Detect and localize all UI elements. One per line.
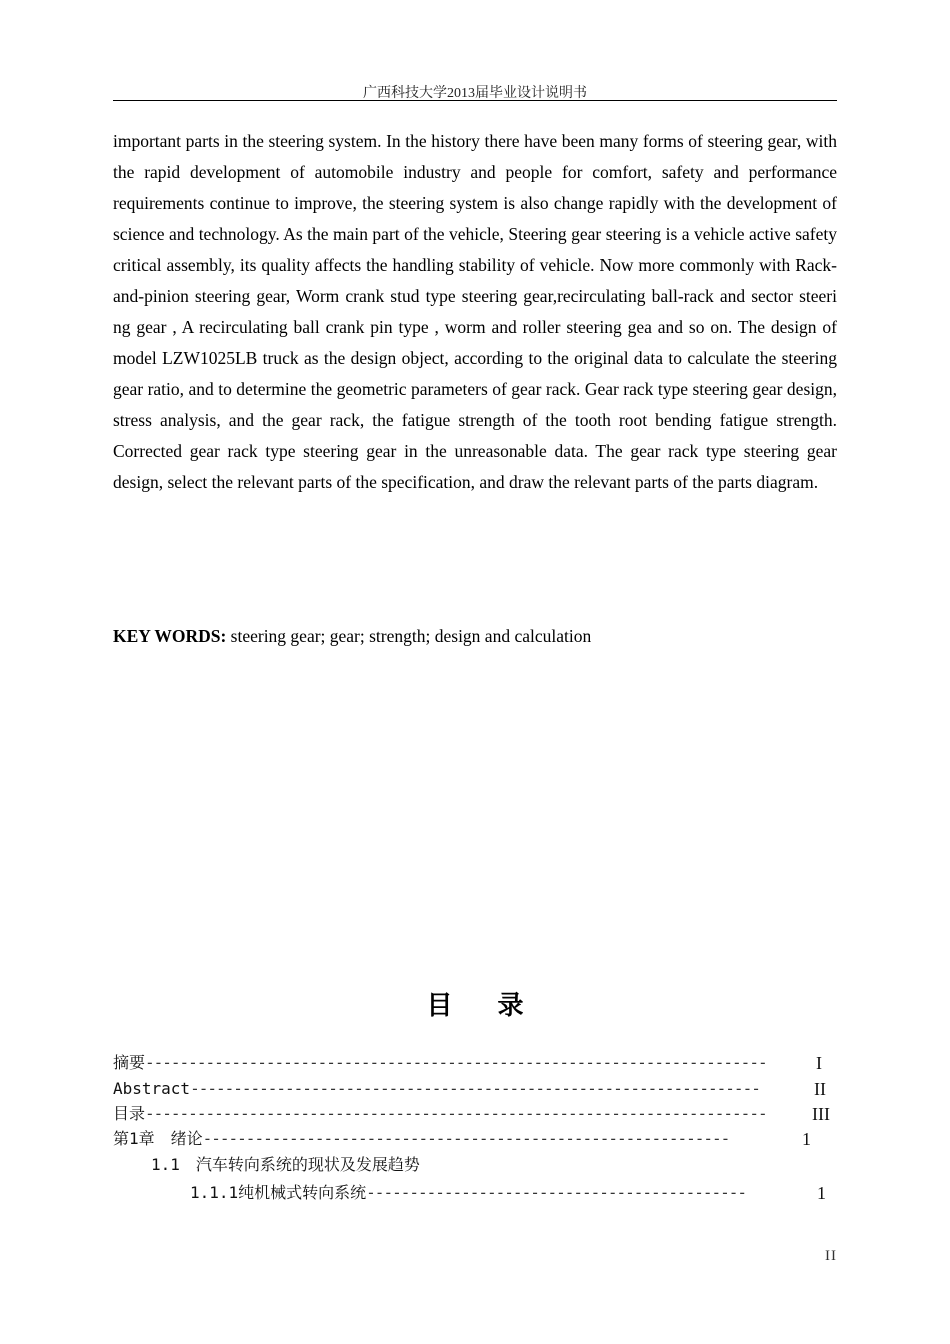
toc-entry-page: II (814, 1079, 826, 1099)
abstract-body: important parts in the steering system. In the history there have been many forms of steering gear, with the rapid development of automobile industry and people for comfort, safety and performance requirements continue to improve, the steering system is also change rapidly with the development of science and technology. As the main part of the vehicle, Steering gear steering is a vehicle active safety critical assembly, its quality affects the handling stability of vehicle. Now more commonly with Rack-and-pinion steering gear, Worm crank stud type steering gear,recirculating ball-rack and sector steeri ng gear , A recirculating ball crank pin type , worm and roller steering gea and so on. The design of model LZW1025LB truck as the design object, according to the original data to calculate the steering gear ratio, and to determine the geometric parameters of gear rack. Gear rack type steering gear design, stress analysis, and the gear rack, the fatigue strength of the tooth root bending fatigue strength. Corrected gear rack type steering gear in the unreasonable data. The gear rack type steering gear design, select the relevant parts of the specification, and draw the relevant parts of the parts diagram. (113, 131, 837, 492)
toc-entry-chapter-1[interactable] (113, 1126, 837, 1152)
toc-entry-label: 1.1.1纯机械式转向系统 (190, 1183, 367, 1202)
toc-entry-label: 目录 (113, 1104, 146, 1123)
toc-entry-abstract-en[interactable] (113, 1076, 837, 1102)
toc-entry-page: 1 (817, 1183, 826, 1203)
toc-entry-label: 摘要 (113, 1053, 146, 1072)
toc-entry-label: 1.1 汽车转向系统的现状及发展趋势 (151, 1155, 420, 1174)
toc-leader-dots: ------------------------------------------------------------------------ (145, 1053, 767, 1072)
toc-leader-dots: ------------------------------------------------------------------------ (145, 1104, 767, 1123)
toc-entry-page: III (812, 1104, 830, 1124)
keywords-text: steering gear; gear; strength; design and calculation (226, 626, 592, 646)
toc-entry-abstract-cn[interactable] (113, 1050, 837, 1076)
page-header: 广西科技大学2013届毕业设计说明书 (363, 86, 587, 101)
toc-entry-section-1-1-1[interactable] (190, 1180, 837, 1206)
toc-entry-contents[interactable] (113, 1101, 837, 1127)
toc-entry-label: 第1章 绪论 (113, 1129, 203, 1148)
toc-leader-dots: ------------------------------------------------------------- (202, 1129, 730, 1148)
toc-leader-dots: -------------------------------------------- (366, 1183, 747, 1202)
toc-entry-page: I (816, 1053, 822, 1073)
toc-title-char-2: 录 (497, 991, 524, 1021)
toc-entry-section-1-1[interactable] (151, 1152, 837, 1178)
keywords-line (113, 621, 837, 652)
toc-entry-page: 1 (802, 1129, 811, 1149)
header-rule (113, 100, 837, 101)
toc-entry-label: Abstract (113, 1079, 191, 1098)
toc-leader-dots: ------------------------------------------------------------------ (190, 1079, 760, 1098)
keywords-label: KEY WORDS: (113, 626, 227, 646)
toc-title-char-1: 目 (426, 991, 453, 1021)
toc-title (0, 985, 950, 1022)
page-number: II (825, 1248, 837, 1264)
